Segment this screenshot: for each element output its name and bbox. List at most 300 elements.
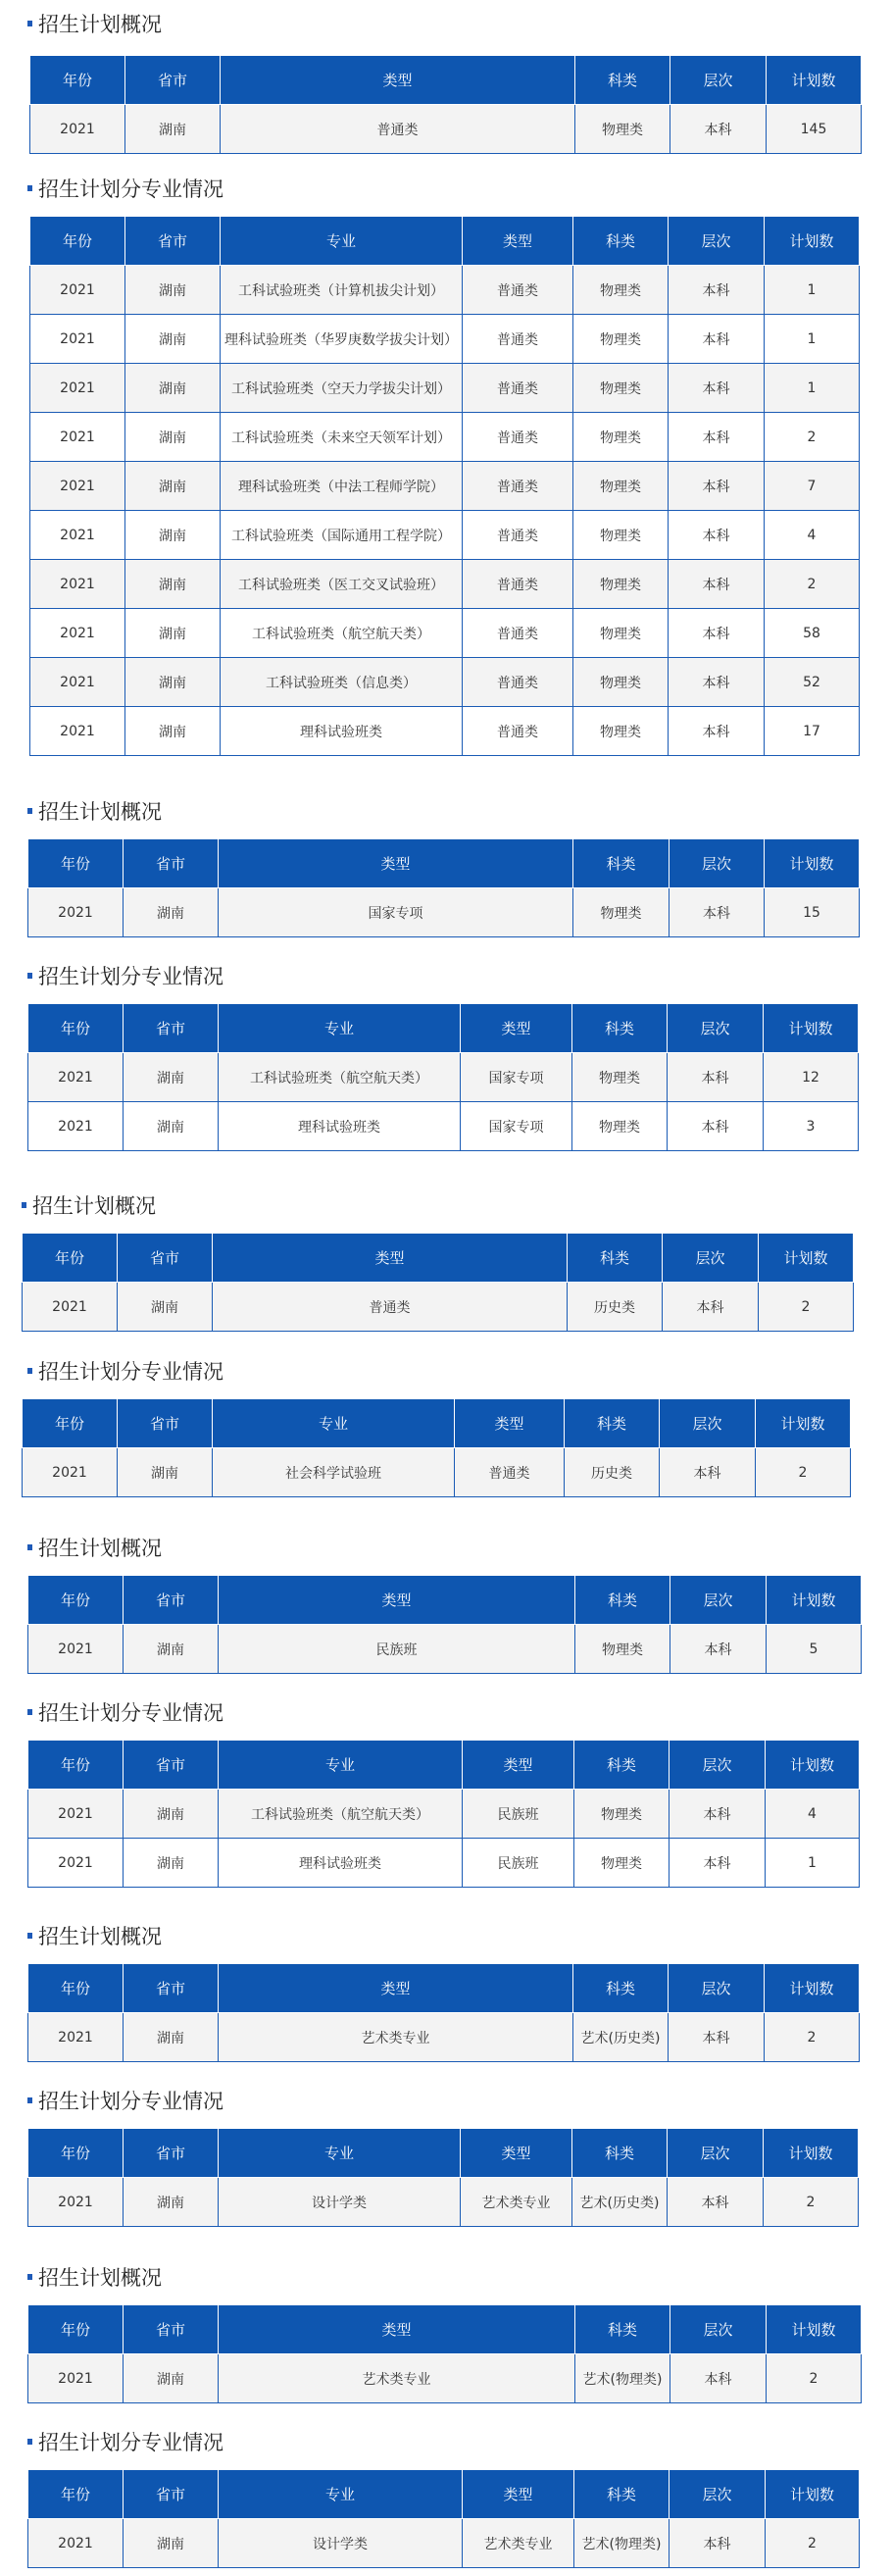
- column-header: 省市: [124, 1964, 219, 2013]
- table-header-row: [28, 2470, 860, 2519]
- section-heading-text: 招生计划分专业情况: [38, 177, 223, 201]
- table-row: [28, 2178, 859, 2227]
- column-header: 科类: [574, 1741, 670, 1790]
- column-header: 年份: [28, 2470, 124, 2519]
- cell-type-or-subject: 普通类: [463, 658, 573, 707]
- cell-type-or-subject: 国家专项: [461, 1102, 572, 1151]
- plan-table: [29, 216, 860, 756]
- cell-province: 湖南: [124, 1053, 219, 1102]
- table-header-row: [30, 56, 862, 105]
- cell-subject-or-level: 物理类: [572, 1102, 668, 1151]
- cell-year: 2021: [28, 1053, 124, 1102]
- bullet-icon: [27, 808, 32, 814]
- cell-province: 湖南: [124, 2519, 219, 2568]
- cell-province: 湖南: [125, 609, 221, 658]
- cell-type-or-subject: 物理类: [575, 1625, 670, 1674]
- column-header: 年份: [28, 2129, 124, 2178]
- cell-major-or-type: 工科试验班类（空天力学拔尖计划）: [221, 364, 463, 413]
- cell-major-or-type: 理科试验班类: [219, 1102, 461, 1151]
- table-header-row: [28, 1741, 860, 1790]
- section-heading: [27, 964, 223, 989]
- column-header: 计划数: [767, 56, 862, 105]
- plan-table: [27, 1575, 862, 1674]
- plan-table: [22, 1233, 854, 1332]
- column-header: 省市: [118, 1234, 213, 1283]
- cell-count: 4: [765, 511, 860, 560]
- cell-year: 2021: [30, 658, 125, 707]
- cell-year: 2021: [28, 888, 124, 937]
- column-header: 层次: [670, 839, 765, 888]
- cell-year: 2021: [28, 2354, 124, 2403]
- cell-major-or-type: 国家专项: [219, 888, 573, 937]
- cell-level-or-count: 本科: [668, 2178, 764, 2227]
- column-header: 科类: [575, 56, 670, 105]
- cell-year: 2021: [28, 1625, 124, 1674]
- cell-year: 2021: [30, 315, 125, 364]
- table-row: [28, 1625, 862, 1674]
- bullet-icon: [27, 1368, 32, 1374]
- cell-subject-or-level: 本科: [670, 1625, 767, 1674]
- cell-count: 2: [766, 2519, 860, 2568]
- cell-major-or-type: 理科试验班类: [219, 1839, 463, 1888]
- cell-subject-or-level: 艺术(历史类): [572, 2178, 668, 2227]
- cell-level-or-count: 本科: [669, 511, 765, 560]
- cell-province: 湖南: [125, 707, 221, 756]
- cell-count: 1: [765, 266, 860, 315]
- plan-table: [29, 55, 862, 154]
- cell-level-or-count: 5: [767, 1625, 862, 1674]
- cell-major-or-type: 艺术类专业: [219, 2354, 575, 2403]
- cell-major-or-type: 工科试验班类（未来空天领军计划）: [221, 413, 463, 462]
- column-header: 计划数: [765, 217, 860, 266]
- column-header: 层次: [670, 56, 767, 105]
- column-header: 省市: [124, 1576, 219, 1625]
- cell-count: 2: [765, 560, 860, 609]
- column-header: 层次: [669, 217, 765, 266]
- cell-year: 2021: [30, 105, 125, 154]
- column-header: 年份: [28, 1004, 124, 1053]
- column-header: 年份: [28, 1964, 124, 2013]
- cell-subject-or-level: 物理类: [573, 560, 669, 609]
- plan-table: [27, 1740, 860, 1888]
- table-row: [30, 462, 860, 511]
- cell-province: 湖南: [124, 1839, 219, 1888]
- column-header: 计划数: [767, 1576, 862, 1625]
- cell-year: 2021: [30, 413, 125, 462]
- column-header: 省市: [124, 2305, 219, 2354]
- cell-subject-or-level: 物理类: [573, 707, 669, 756]
- column-header: 省市: [125, 217, 221, 266]
- table-row: [23, 1448, 851, 1497]
- column-header: 科类: [568, 1234, 663, 1283]
- cell-province: 湖南: [124, 888, 219, 937]
- column-header: 计划数: [766, 1741, 860, 1790]
- cell-type-or-subject: 普通类: [463, 266, 573, 315]
- cell-type-or-subject: 民族班: [463, 1790, 574, 1839]
- column-header: 层次: [668, 2129, 764, 2178]
- section-heading-text: 招生计划分专业情况: [38, 965, 223, 988]
- column-header: 科类: [574, 2470, 670, 2519]
- cell-year: 2021: [28, 2013, 124, 2062]
- cell-year: 2021: [28, 1839, 124, 1888]
- table-header-row: [23, 1399, 851, 1448]
- cell-year: 2021: [28, 1102, 124, 1151]
- column-header: 年份: [23, 1399, 118, 1448]
- table-header-row: [28, 1576, 862, 1625]
- cell-type-or-subject: 普通类: [463, 707, 573, 756]
- cell-level-or-count: 本科: [660, 1448, 756, 1497]
- table-row: [30, 707, 860, 756]
- plan-table: [27, 1963, 860, 2062]
- cell-major-or-type: 理科试验班类: [221, 707, 463, 756]
- bullet-icon: [27, 973, 32, 979]
- cell-level-or-count: 本科: [670, 1839, 766, 1888]
- cell-subject-or-level: 本科: [669, 2013, 765, 2062]
- cell-major-or-type: 艺术类专业: [219, 2013, 573, 2062]
- cell-type-or-subject: 普通类: [463, 413, 573, 462]
- cell-subject-or-level: 本科: [670, 888, 765, 937]
- column-header: 类型: [463, 1741, 574, 1790]
- cell-type-or-subject: 民族班: [463, 1839, 574, 1888]
- column-header: 专业: [219, 2129, 461, 2178]
- cell-level-or-count: 145: [767, 105, 862, 154]
- cell-subject-or-level: 物理类: [573, 511, 669, 560]
- cell-province: 湖南: [125, 560, 221, 609]
- section-heading-text: 招生计划概况: [38, 800, 162, 824]
- column-header: 计划数: [766, 2470, 860, 2519]
- table-row: [30, 315, 860, 364]
- cell-major-or-type: 普通类: [221, 105, 575, 154]
- cell-subject-or-level: 物理类: [573, 315, 669, 364]
- column-header: 年份: [28, 2305, 124, 2354]
- column-header: 省市: [124, 2470, 219, 2519]
- section-heading-text: 招生计划概况: [38, 2266, 162, 2290]
- cell-type-or-subject: 艺术(物理类): [575, 2354, 670, 2403]
- column-header: 类型: [219, 1576, 575, 1625]
- cell-level-or-count: 本科: [668, 1102, 764, 1151]
- column-header: 省市: [124, 839, 219, 888]
- cell-major-or-type: 工科试验班类（航空航天类）: [219, 1053, 461, 1102]
- cell-type-or-subject: 普通类: [463, 462, 573, 511]
- cell-count: 3: [764, 1102, 859, 1151]
- column-header: 计划数: [765, 1964, 860, 2013]
- cell-province: 湖南: [124, 1790, 219, 1839]
- cell-subject-or-level: 艺术(物理类): [574, 2519, 670, 2568]
- section-heading-text: 招生计划概况: [38, 1537, 162, 1560]
- cell-year: 2021: [30, 462, 125, 511]
- table-row: [23, 1283, 854, 1332]
- cell-province: 湖南: [124, 2178, 219, 2227]
- cell-province: 湖南: [124, 1625, 219, 1674]
- column-header: 计划数: [759, 1234, 854, 1283]
- cell-count: 2: [765, 413, 860, 462]
- cell-level-or-count: 本科: [669, 413, 765, 462]
- cell-subject-or-level: 物理类: [573, 462, 669, 511]
- cell-major-or-type: 工科试验班类（医工交叉试验班）: [221, 560, 463, 609]
- table-row: [28, 1102, 859, 1151]
- section-heading: [22, 1193, 156, 1219]
- cell-level-or-count: 本科: [669, 266, 765, 315]
- cell-subject-or-level: 本科: [670, 105, 767, 154]
- section-heading: [27, 12, 162, 37]
- table-row: [30, 658, 860, 707]
- column-header: 省市: [124, 2129, 219, 2178]
- cell-major-or-type: 设计学类: [219, 2178, 461, 2227]
- cell-count: 58: [765, 609, 860, 658]
- cell-count: 1: [765, 315, 860, 364]
- table-row: [30, 609, 860, 658]
- cell-province: 湖南: [125, 364, 221, 413]
- cell-subject-or-level: 本科: [663, 1283, 759, 1332]
- cell-major-or-type: 理科试验班类（华罗庚数学拔尖计划）: [221, 315, 463, 364]
- section-heading-text: 招生计划分专业情况: [38, 1360, 223, 1384]
- column-header: 年份: [28, 1741, 124, 1790]
- cell-province: 湖南: [118, 1448, 213, 1497]
- column-header: 计划数: [767, 2305, 862, 2354]
- column-header: 专业: [221, 217, 463, 266]
- column-header: 类型: [219, 2305, 575, 2354]
- bullet-icon: [27, 2439, 32, 2445]
- cell-count: 17: [765, 707, 860, 756]
- cell-major-or-type: 社会科学试验班: [213, 1448, 455, 1497]
- column-header: 层次: [670, 2470, 766, 2519]
- column-header: 科类: [565, 1399, 660, 1448]
- cell-subject-or-level: 物理类: [572, 1053, 668, 1102]
- cell-year: 2021: [23, 1283, 118, 1332]
- cell-subject-or-level: 物理类: [573, 266, 669, 315]
- column-header: 省市: [124, 1004, 219, 1053]
- column-header: 计划数: [765, 839, 860, 888]
- table-header-row: [28, 1964, 860, 2013]
- column-header: 专业: [219, 2470, 463, 2519]
- table-header-row: [28, 2129, 859, 2178]
- cell-level-or-count: 2: [765, 2013, 860, 2062]
- cell-type-or-subject: 普通类: [463, 609, 573, 658]
- cell-count: 1: [765, 364, 860, 413]
- column-header: 层次: [670, 1741, 766, 1790]
- cell-province: 湖南: [125, 105, 221, 154]
- cell-province: 湖南: [118, 1283, 213, 1332]
- cell-province: 湖南: [124, 2013, 219, 2062]
- cell-major-or-type: 普通类: [213, 1283, 568, 1332]
- cell-year: 2021: [30, 266, 125, 315]
- cell-count: 1: [766, 1839, 860, 1888]
- cell-year: 2021: [30, 560, 125, 609]
- plan-table: [27, 838, 860, 937]
- cell-subject-or-level: 物理类: [574, 1790, 670, 1839]
- column-header: 计划数: [764, 1004, 859, 1053]
- cell-major-or-type: 设计学类: [219, 2519, 463, 2568]
- table-header-row: [28, 839, 860, 888]
- column-header: 类型: [461, 2129, 572, 2178]
- bullet-icon: [27, 1709, 32, 1715]
- cell-province: 湖南: [125, 511, 221, 560]
- column-header: 专业: [219, 1004, 461, 1053]
- cell-type-or-subject: 历史类: [568, 1283, 663, 1332]
- column-header: 年份: [30, 56, 125, 105]
- section-heading: [27, 1359, 223, 1385]
- column-header: 层次: [669, 1964, 765, 2013]
- cell-type-or-subject: 物理类: [575, 105, 670, 154]
- column-header: 年份: [23, 1234, 118, 1283]
- bullet-icon: [27, 21, 32, 26]
- cell-type-or-subject: 普通类: [463, 560, 573, 609]
- cell-type-or-subject: 物理类: [573, 888, 670, 937]
- plan-table: [22, 1398, 851, 1497]
- cell-year: 2021: [28, 2519, 124, 2568]
- column-header: 类型: [221, 56, 575, 105]
- table-header-row: [28, 1004, 859, 1053]
- table-row: [28, 1839, 860, 1888]
- cell-level-or-count: 本科: [669, 462, 765, 511]
- column-header: 类型: [213, 1234, 568, 1283]
- table-row: [30, 560, 860, 609]
- column-header: 层次: [670, 1576, 767, 1625]
- cell-province: 湖南: [125, 462, 221, 511]
- table-row: [28, 2519, 860, 2568]
- cell-count: 2: [764, 2178, 859, 2227]
- cell-type-or-subject: 普通类: [463, 315, 573, 364]
- cell-level-or-count: 2: [767, 2354, 862, 2403]
- table-header-row: [23, 1234, 854, 1283]
- column-header: 科类: [572, 1004, 668, 1053]
- cell-province: 湖南: [125, 658, 221, 707]
- section-heading-text: 招生计划分专业情况: [38, 1701, 223, 1725]
- column-header: 年份: [30, 217, 125, 266]
- column-header: 科类: [573, 1964, 669, 2013]
- section-heading-text: 招生计划概况: [38, 13, 162, 36]
- cell-type-or-subject: 艺术类专业: [463, 2519, 574, 2568]
- column-header: 层次: [663, 1234, 759, 1283]
- cell-level-or-count: 本科: [668, 1053, 764, 1102]
- section-heading-text: 招生计划分专业情况: [38, 2090, 223, 2113]
- table-row: [28, 2013, 860, 2062]
- section-heading: [27, 799, 162, 825]
- cell-level-or-count: 本科: [669, 364, 765, 413]
- section-heading: [27, 1924, 162, 1949]
- column-header: 类型: [219, 1964, 573, 2013]
- cell-major-or-type: 民族班: [219, 1625, 575, 1674]
- column-header: 科类: [572, 2129, 668, 2178]
- cell-year: 2021: [30, 511, 125, 560]
- column-header: 类型: [219, 839, 573, 888]
- plan-table: [27, 2469, 860, 2568]
- cell-major-or-type: 理科试验班类（中法工程师学院）: [221, 462, 463, 511]
- cell-level-or-count: 本科: [670, 1790, 766, 1839]
- cell-year: 2021: [23, 1448, 118, 1497]
- cell-year: 2021: [30, 707, 125, 756]
- section-heading-text: 招生计划概况: [38, 1925, 162, 1948]
- column-header: 专业: [219, 1741, 463, 1790]
- table-row: [28, 1790, 860, 1839]
- column-header: 年份: [28, 1576, 124, 1625]
- cell-subject-or-level: 物理类: [573, 609, 669, 658]
- bullet-icon: [22, 1202, 26, 1208]
- cell-year: 2021: [30, 609, 125, 658]
- cell-subject-or-level: 物理类: [573, 658, 669, 707]
- cell-year: 2021: [28, 2178, 124, 2227]
- cell-level-or-count: 2: [759, 1283, 854, 1332]
- table-row: [28, 1053, 859, 1102]
- table-header-row: [28, 2305, 862, 2354]
- table-row: [30, 266, 860, 315]
- section-heading: [27, 1700, 223, 1726]
- cell-count: 12: [764, 1053, 859, 1102]
- column-header: 类型: [455, 1399, 565, 1448]
- cell-type-or-subject: 普通类: [463, 511, 573, 560]
- table-row: [30, 511, 860, 560]
- column-header: 类型: [463, 2470, 574, 2519]
- cell-type-or-subject: 普通类: [455, 1448, 565, 1497]
- cell-type-or-subject: 艺术类专业: [461, 2178, 572, 2227]
- cell-province: 湖南: [124, 2354, 219, 2403]
- bullet-icon: [27, 1933, 32, 1939]
- cell-level-or-count: 本科: [670, 2519, 766, 2568]
- column-header: 层次: [668, 1004, 764, 1053]
- bullet-icon: [27, 2097, 32, 2103]
- cell-province: 湖南: [124, 1102, 219, 1151]
- cell-type-or-subject: 国家专项: [461, 1053, 572, 1102]
- cell-level-or-count: 本科: [669, 658, 765, 707]
- cell-count: 4: [766, 1790, 860, 1839]
- bullet-icon: [27, 2274, 32, 2280]
- cell-major-or-type: 工科试验班类（航空航天类）: [219, 1790, 463, 1839]
- column-header: 计划数: [756, 1399, 851, 1448]
- table-row: [30, 364, 860, 413]
- column-header: 层次: [660, 1399, 756, 1448]
- plan-table: [27, 2128, 859, 2227]
- section-heading-text: 招生计划概况: [32, 1194, 156, 1218]
- cell-type-or-subject: 艺术(历史类): [573, 2013, 669, 2062]
- cell-level-or-count: 本科: [669, 707, 765, 756]
- cell-subject-or-level: 物理类: [573, 364, 669, 413]
- table-row: [30, 105, 862, 154]
- column-header: 层次: [670, 2305, 767, 2354]
- cell-subject-or-level: 物理类: [574, 1839, 670, 1888]
- table-row: [28, 888, 860, 937]
- section-heading-text: 招生计划分专业情况: [38, 2431, 223, 2454]
- column-header: 省市: [124, 1741, 219, 1790]
- bullet-icon: [27, 1544, 32, 1550]
- section-heading: [27, 2430, 223, 2455]
- column-header: 专业: [213, 1399, 455, 1448]
- cell-subject-or-level: 物理类: [573, 413, 669, 462]
- cell-count: 52: [765, 658, 860, 707]
- cell-count: 7: [765, 462, 860, 511]
- cell-type-or-subject: 普通类: [463, 364, 573, 413]
- cell-level-or-count: 本科: [669, 315, 765, 364]
- cell-level-or-count: 本科: [669, 560, 765, 609]
- section-heading: [27, 1536, 162, 1561]
- column-header: 科类: [575, 2305, 670, 2354]
- plan-table: [27, 1003, 859, 1151]
- cell-major-or-type: 工科试验班类（计算机拔尖计划）: [221, 266, 463, 315]
- section-heading: [27, 2265, 162, 2291]
- table-row: [28, 2354, 862, 2403]
- cell-subject-or-level: 本科: [670, 2354, 767, 2403]
- column-header: 省市: [125, 56, 221, 105]
- cell-year: 2021: [28, 1790, 124, 1839]
- cell-province: 湖南: [125, 266, 221, 315]
- cell-major-or-type: 工科试验班类（国际通用工程学院）: [221, 511, 463, 560]
- column-header: 类型: [463, 217, 573, 266]
- table-header-row: [30, 217, 860, 266]
- cell-level-or-count: 15: [765, 888, 860, 937]
- plan-table: [27, 2304, 862, 2403]
- column-header: 科类: [575, 1576, 670, 1625]
- cell-major-or-type: 工科试验班类（信息类）: [221, 658, 463, 707]
- cell-province: 湖南: [125, 315, 221, 364]
